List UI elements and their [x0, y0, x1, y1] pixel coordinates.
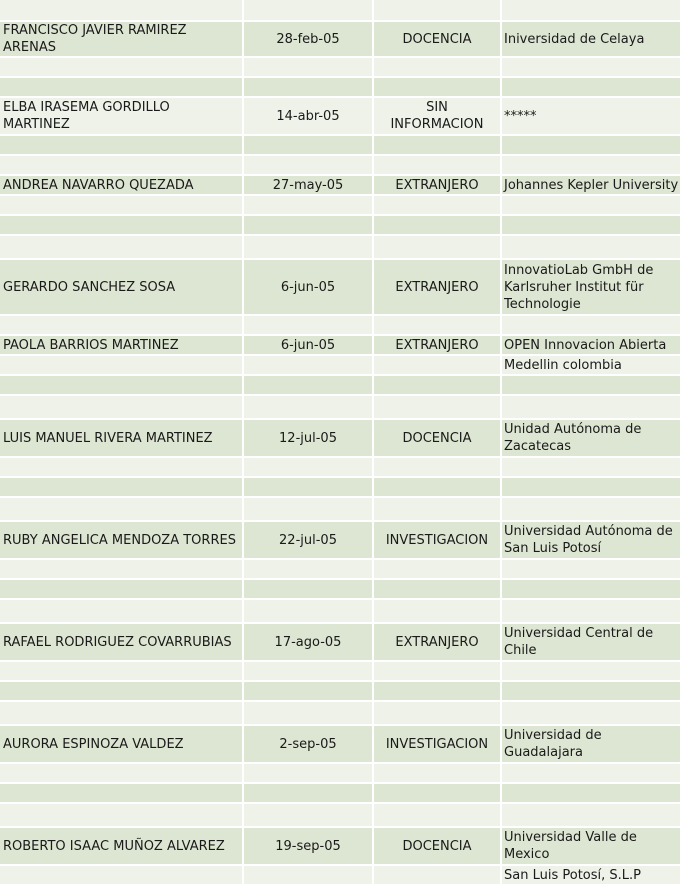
category-cell	[374, 458, 500, 476]
institution-cell	[502, 156, 680, 174]
category-cell	[374, 316, 500, 334]
name-cell	[0, 804, 242, 826]
institution-cell	[502, 22, 680, 56]
date-cell-text: 6-jun-05	[280, 337, 336, 353]
category-cell	[374, 156, 500, 174]
name-cell-text: ELBA IRASEMA GORDILLO MARTINEZ	[3, 100, 170, 132]
institution-cell-text: Universidad de Guadalajara	[504, 728, 602, 760]
date-cell	[244, 784, 372, 802]
table-row	[0, 580, 680, 598]
table-row	[0, 624, 680, 660]
date-cell	[244, 624, 372, 660]
category-cell	[374, 176, 500, 194]
table-row	[0, 522, 680, 558]
institution-cell	[502, 600, 680, 622]
institution-cell	[502, 804, 680, 826]
category-cell	[374, 726, 500, 762]
name-cell-text: GERARDO SANCHEZ SOSA	[3, 279, 176, 295]
name-cell	[0, 522, 242, 558]
category-cell	[374, 624, 500, 660]
institution-cell	[502, 196, 680, 214]
date-cell	[244, 396, 372, 418]
category-cell-text: INVESTIGACION	[385, 736, 489, 752]
name-cell	[0, 58, 242, 76]
name-cell	[0, 316, 242, 334]
date-cell-text: 6-jun-05	[280, 279, 336, 295]
institution-cell	[502, 828, 680, 864]
table-row	[0, 58, 680, 76]
category-cell	[374, 236, 500, 258]
name-cell	[0, 156, 242, 174]
category-cell	[374, 784, 500, 802]
table-row	[0, 356, 680, 374]
date-cell	[244, 804, 372, 826]
date-cell	[244, 866, 372, 884]
date-cell	[244, 196, 372, 214]
name-cell	[0, 22, 242, 56]
name-cell	[0, 764, 242, 782]
category-cell	[374, 420, 500, 456]
table-row	[0, 478, 680, 496]
date-cell	[244, 600, 372, 622]
institution-cell	[502, 260, 680, 314]
name-cell	[0, 662, 242, 680]
date-cell	[244, 702, 372, 724]
institution-cell	[502, 316, 680, 334]
date-cell	[244, 522, 372, 558]
date-cell-text: 17-ago-05	[274, 634, 342, 650]
date-cell	[244, 662, 372, 680]
name-cell	[0, 0, 242, 20]
name-cell	[0, 236, 242, 258]
institution-cell	[502, 356, 680, 374]
institution-cell-text: Iniversidad de Celaya	[504, 31, 645, 47]
category-cell-text: DOCENCIA	[402, 31, 472, 47]
category-cell	[374, 522, 500, 558]
name-cell-text: RUBY ANGELICA MENDOZA TORRES	[3, 532, 236, 548]
table-row	[0, 22, 680, 56]
table-row	[0, 336, 680, 354]
date-cell-text: 27-may-05	[272, 177, 344, 193]
date-cell	[244, 98, 372, 134]
institution-cell	[502, 682, 680, 700]
category-cell	[374, 682, 500, 700]
table-row	[0, 0, 680, 20]
date-cell	[244, 376, 372, 394]
category-cell	[374, 376, 500, 394]
table-row	[0, 376, 680, 394]
category-cell	[374, 336, 500, 354]
category-cell	[374, 0, 500, 20]
name-cell	[0, 784, 242, 802]
name-cell	[0, 828, 242, 864]
institution-cell	[502, 420, 680, 456]
table-row	[0, 78, 680, 96]
institution-cell-text: Unidad Autónoma de Zacatecas	[504, 422, 642, 454]
category-cell	[374, 356, 500, 374]
table-row	[0, 176, 680, 194]
name-cell	[0, 78, 242, 96]
table-row	[0, 216, 680, 234]
category-cell-text: DOCENCIA	[402, 430, 472, 446]
date-cell-text: 12-jul-05	[279, 430, 337, 446]
date-cell-text: 22-jul-05	[279, 532, 337, 548]
category-cell	[374, 136, 500, 154]
date-cell	[244, 260, 372, 314]
name-cell	[0, 376, 242, 394]
date-cell-text: 28-feb-05	[276, 31, 340, 47]
table-row	[0, 726, 680, 762]
institution-cell	[502, 0, 680, 20]
name-cell	[0, 560, 242, 578]
institution-cell	[502, 702, 680, 724]
table-row	[0, 156, 680, 174]
category-cell	[374, 764, 500, 782]
category-cell	[374, 216, 500, 234]
institution-cell	[502, 176, 680, 194]
category-cell-text: SIN INFORMACION	[390, 100, 484, 132]
name-cell	[0, 420, 242, 456]
table-row	[0, 682, 680, 700]
name-cell	[0, 176, 242, 194]
institution-cell	[502, 784, 680, 802]
table-row	[0, 702, 680, 724]
category-cell	[374, 98, 500, 134]
date-cell	[244, 420, 372, 456]
institution-cell-text: Johannes Kepler University	[504, 177, 679, 193]
name-cell	[0, 726, 242, 762]
name-cell-text: PAOLA BARRIOS MARTINEZ	[3, 337, 179, 353]
name-cell	[0, 336, 242, 354]
table-row	[0, 316, 680, 334]
name-cell-text: RAFAEL RODRIGUEZ COVARRUBIAS	[3, 634, 232, 650]
category-cell-text: EXTRANJERO	[395, 337, 479, 353]
institution-cell	[502, 478, 680, 496]
institution-cell	[502, 58, 680, 76]
date-cell	[244, 58, 372, 76]
institution-cell	[502, 216, 680, 234]
date-cell	[244, 682, 372, 700]
category-cell	[374, 560, 500, 578]
category-cell	[374, 580, 500, 598]
date-cell	[244, 22, 372, 56]
date-cell	[244, 156, 372, 174]
date-cell	[244, 136, 372, 154]
date-cell	[244, 336, 372, 354]
name-cell-text: FRANCISCO JAVIER RAMIREZ ARENAS	[3, 23, 187, 55]
name-cell	[0, 682, 242, 700]
date-cell-text: 19-sep-05	[275, 838, 341, 854]
date-cell	[244, 560, 372, 578]
table-row	[0, 236, 680, 258]
institution-cell	[502, 98, 680, 134]
name-cell	[0, 260, 242, 314]
category-cell	[374, 702, 500, 724]
institution-cell-text: Universidad Central de Chile	[504, 626, 654, 658]
institution-cell	[502, 136, 680, 154]
institution-cell-text: OPEN Innovacion Abierta	[504, 337, 667, 353]
category-cell	[374, 804, 500, 826]
date-cell	[244, 498, 372, 520]
table-row	[0, 136, 680, 154]
institution-cell-text: Medellin colombia	[504, 357, 622, 373]
institution-cell	[502, 624, 680, 660]
institution-cell	[502, 78, 680, 96]
table-row	[0, 866, 680, 884]
category-cell	[374, 478, 500, 496]
category-cell	[374, 58, 500, 76]
table-row	[0, 420, 680, 456]
date-cell-text: 14-abr-05	[276, 108, 340, 124]
table-row	[0, 396, 680, 418]
date-cell	[244, 78, 372, 96]
institution-cell	[502, 866, 680, 884]
name-cell	[0, 196, 242, 214]
date-cell	[244, 176, 372, 194]
institution-cell-text: *****	[504, 108, 537, 124]
date-cell	[244, 478, 372, 496]
category-cell-text: DOCENCIA	[402, 838, 472, 854]
institution-cell	[502, 458, 680, 476]
category-cell	[374, 498, 500, 520]
table-row	[0, 764, 680, 782]
table-row	[0, 804, 680, 826]
category-cell	[374, 828, 500, 864]
table-row	[0, 662, 680, 680]
institution-cell	[502, 522, 680, 558]
table-row	[0, 98, 680, 134]
institution-cell	[502, 396, 680, 418]
name-cell-text: ANDREA NAVARRO QUEZADA	[3, 177, 194, 193]
category-cell	[374, 196, 500, 214]
category-cell-text: INVESTIGACION	[385, 532, 489, 548]
category-cell	[374, 600, 500, 622]
name-cell	[0, 478, 242, 496]
institution-cell	[502, 336, 680, 354]
category-cell	[374, 260, 500, 314]
name-cell-text: LUIS MANUEL RIVERA MARTINEZ	[3, 430, 213, 446]
name-cell	[0, 98, 242, 134]
institution-cell-text: InnovatioLab GmbH de Karlsruher Institut für Technologie	[504, 262, 654, 312]
date-cell	[244, 356, 372, 374]
name-cell	[0, 702, 242, 724]
institution-cell-text: Universidad Valle de Mexico	[504, 830, 637, 862]
name-cell	[0, 216, 242, 234]
category-cell	[374, 662, 500, 680]
category-cell	[374, 22, 500, 56]
name-cell	[0, 458, 242, 476]
category-cell	[374, 78, 500, 96]
institution-cell	[502, 498, 680, 520]
category-cell	[374, 866, 500, 884]
category-cell	[374, 396, 500, 418]
name-cell	[0, 866, 242, 884]
institution-cell	[502, 580, 680, 598]
date-cell	[244, 726, 372, 762]
table-row	[0, 560, 680, 578]
institution-cell	[502, 376, 680, 394]
name-cell	[0, 600, 242, 622]
table-row	[0, 260, 680, 314]
institution-cell	[502, 236, 680, 258]
name-cell-text: AURORA ESPINOZA VALDEZ	[3, 736, 184, 752]
date-cell	[244, 216, 372, 234]
date-cell	[244, 828, 372, 864]
date-cell	[244, 316, 372, 334]
name-cell	[0, 396, 242, 418]
table-row	[0, 828, 680, 864]
name-cell	[0, 136, 242, 154]
table-row	[0, 196, 680, 214]
category-cell-text: EXTRANJERO	[395, 634, 479, 650]
table-row	[0, 458, 680, 476]
name-cell	[0, 580, 242, 598]
table-row	[0, 498, 680, 520]
category-cell-text: EXTRANJERO	[395, 177, 479, 193]
date-cell	[244, 0, 372, 20]
institution-cell	[502, 560, 680, 578]
name-cell-text: ROBERTO ISAAC MUÑOZ ALVAREZ	[3, 838, 225, 854]
date-cell	[244, 236, 372, 258]
date-cell	[244, 458, 372, 476]
table-row	[0, 784, 680, 802]
name-cell	[0, 624, 242, 660]
name-cell	[0, 356, 242, 374]
date-cell	[244, 764, 372, 782]
date-cell-text: 2-sep-05	[279, 736, 337, 752]
date-cell	[244, 580, 372, 598]
institution-cell-text: Universidad Autónoma de San Luis Potosí	[504, 524, 673, 556]
institution-cell-text: San Luis Potosí, S.L.P	[504, 867, 641, 883]
institution-cell	[502, 764, 680, 782]
institution-cell	[502, 726, 680, 762]
name-cell	[0, 498, 242, 520]
table-row	[0, 600, 680, 622]
category-cell-text: EXTRANJERO	[395, 279, 479, 295]
institution-cell	[502, 662, 680, 680]
